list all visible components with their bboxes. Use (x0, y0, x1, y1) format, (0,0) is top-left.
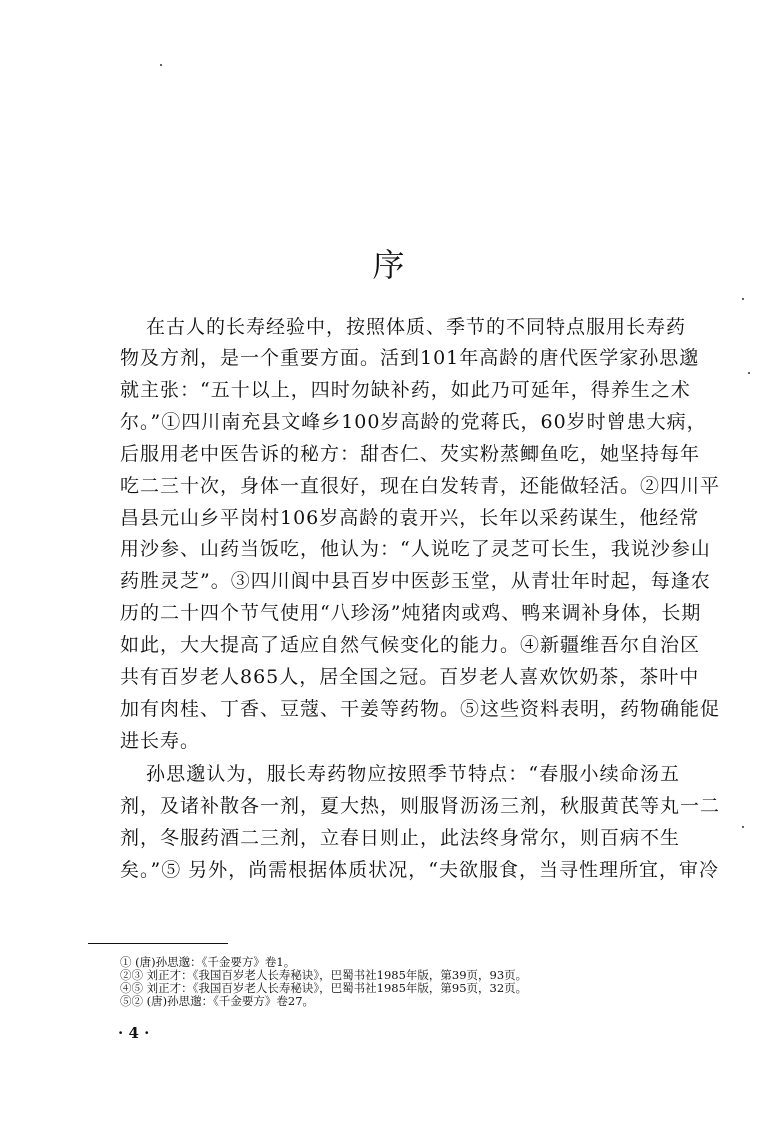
body-line: 进长寿。 (120, 730, 201, 752)
body-line: 共有百岁老人865人，居全国之冠。百岁老人喜欢饮奶茶，茶叶中 (120, 666, 700, 688)
footnote-divider (88, 943, 228, 944)
footnote: ⑤② (唐)孙思邈：《千金要方》卷27。 (120, 994, 315, 1008)
section-title: 序 (372, 246, 405, 284)
scan-speck (160, 64, 162, 66)
body-line: 尔。”①四川南充县文峰乡100岁高龄的党蒋氏，60岁时曾患大病， (120, 411, 707, 433)
body-line: 剂，及诸补散各一剂，夏大热，则服肾沥汤三剂，秋服黄芪等丸一二 (120, 795, 721, 817)
footnote: ① (唐)孙思邈：《千金要方》卷1。 (120, 955, 296, 969)
scan-speck (742, 298, 744, 300)
body-line: 如此，大大提高了适应自然气候变化的能力。④新疆维吾尔自治区 (120, 634, 701, 656)
footnote: ④⑤ 刘正才：《我国百岁老人长寿秘诀》，巴蜀书社1985年版，第95页，32页。 (120, 981, 528, 995)
body-line: 孙思邈认为，服长寿药物应按照季节特点：“春服小续命汤五 (146, 763, 680, 785)
body-line: 矣。”⑤ 另外，尚需根据体质状况，“夫欲服食，当寻性理所宜，审冷 (120, 859, 719, 881)
body-line: 昌县元山乡平岗村106岁高龄的袁开兴，长年以采药谋生，他经常 (120, 507, 700, 529)
body-line: 就主张：“五十以上，四时勿缺补药，如此乃可延年，得养生之术 (120, 379, 691, 401)
body-line: 加有肉桂、丁香、豆蔻、干姜等药物。⑤这些资料表明，药物确能促 (120, 698, 721, 720)
body-line: 用沙参、山药当饭吃，他认为：“人说吃了灵芝可长生，我说沙参山 (120, 538, 711, 560)
body-line: 吃二三十次，身体一直很好，现在白发转青，还能做轻活。②四川平 (120, 475, 721, 497)
body-line: 后服用老中医告诉的秘方：甜杏仁、芡实粉蒸鲫鱼吃，她坚持每年 (120, 443, 701, 465)
body-line: 历的二十四个节气使用“八珍汤”炖猪肉或鸡、鸭来调补身体，长期 (120, 602, 702, 624)
body-line: 在古人的长寿经验中，按照体质、季节的不同特点服用长寿药 (146, 316, 687, 338)
body-line: 剂，冬服药酒二三剂，立春日则止，此法终身常尔，则百病不生 (120, 827, 681, 849)
scan-speck (742, 826, 744, 828)
scan-speck (748, 372, 750, 374)
footnote: ②③ 刘正才：《我国百岁老人长寿秘诀》，巴蜀书社1985年版，第39页，93页。 (120, 968, 528, 982)
body-line: 物及方剂，是一个重要方面。活到101年高龄的唐代医学家孙思邈 (120, 347, 700, 369)
body-line: 药胜灵芝”。③四川阆中县百岁中医彭玉堂，从青壮年时起，每逢农 (120, 570, 711, 592)
page-number: · 4 · (118, 1024, 150, 1042)
